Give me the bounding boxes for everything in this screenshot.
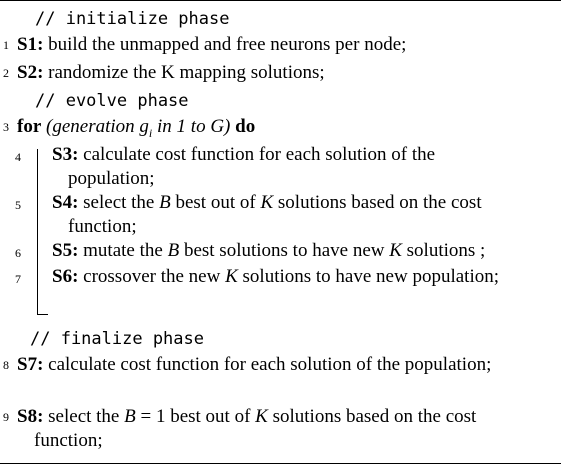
- step-text: calculate cost function for each solution of the population;: [48, 354, 492, 375]
- step-s1: [17, 33, 406, 57]
- var-b: B: [159, 192, 171, 213]
- var-k: K: [389, 240, 402, 261]
- comment-evolve-phase: // evolve phase: [35, 91, 189, 111]
- step-label: S8:: [17, 406, 44, 427]
- loop-condition: (generation $g_i$ in 1 to G): [46, 116, 231, 140]
- step-s7: [17, 353, 491, 377]
- step-s3-continuation: population;: [68, 168, 155, 189]
- comment-finalize-phase: // finalize phase: [30, 329, 204, 349]
- step-label: S3:: [52, 144, 79, 165]
- var-b: B: [124, 406, 136, 427]
- var-k: K: [225, 266, 238, 287]
- line-number-5: 5: [15, 198, 21, 212]
- top-rule: [0, 0, 561, 1]
- step-s3: [52, 143, 435, 167]
- step-s5: S5: mutate the B best solutions to have new K solutions ;: [52, 240, 486, 261]
- step-s8-continuation: function;: [34, 430, 103, 451]
- loop-body-bracket: [37, 149, 48, 315]
- do-keyword: do: [235, 116, 256, 137]
- step-label: S6:: [52, 266, 79, 287]
- comment-initialize-phase: // initialize phase: [35, 9, 230, 29]
- step-s4: S4: select the B best out of K solutions based on the cost: [52, 192, 482, 213]
- var-b: B: [167, 240, 180, 261]
- line-number-7: 7: [15, 272, 21, 286]
- line-number-8: 8: [3, 358, 9, 372]
- step-label: S7:: [17, 354, 44, 375]
- for-keyword: for: [17, 116, 42, 137]
- line-number-1: 1: [3, 38, 9, 52]
- var-k: K: [260, 192, 274, 213]
- line-number-9: 9: [3, 410, 9, 424]
- step-s2: [17, 61, 325, 85]
- step-s8: S8: select the B = 1 best out of K solutions based on the cost: [17, 406, 477, 427]
- step-text: randomize the K mapping solutions;: [48, 62, 325, 83]
- bottom-rule: [0, 463, 561, 464]
- line-number-3: 3: [3, 120, 9, 134]
- step-label: S5:: [52, 240, 79, 261]
- step-s4-continuation: function;: [68, 216, 137, 237]
- step-label: S4:: [52, 192, 79, 213]
- step-s6: S6: crossover the new K solutions to have new population;: [52, 266, 500, 287]
- line-number-2: 2: [3, 66, 9, 80]
- step-text: build the unmapped and free neurons per node;: [48, 34, 407, 55]
- step-label: S2:: [17, 62, 44, 83]
- step-label: S1:: [17, 34, 44, 55]
- step-text: calculate cost function for each solution of the: [83, 144, 436, 165]
- line-number-6: 6: [15, 246, 21, 260]
- line-number-4: 4: [15, 150, 21, 164]
- var-k: K: [255, 406, 268, 427]
- for-loop-header: [17, 115, 255, 145]
